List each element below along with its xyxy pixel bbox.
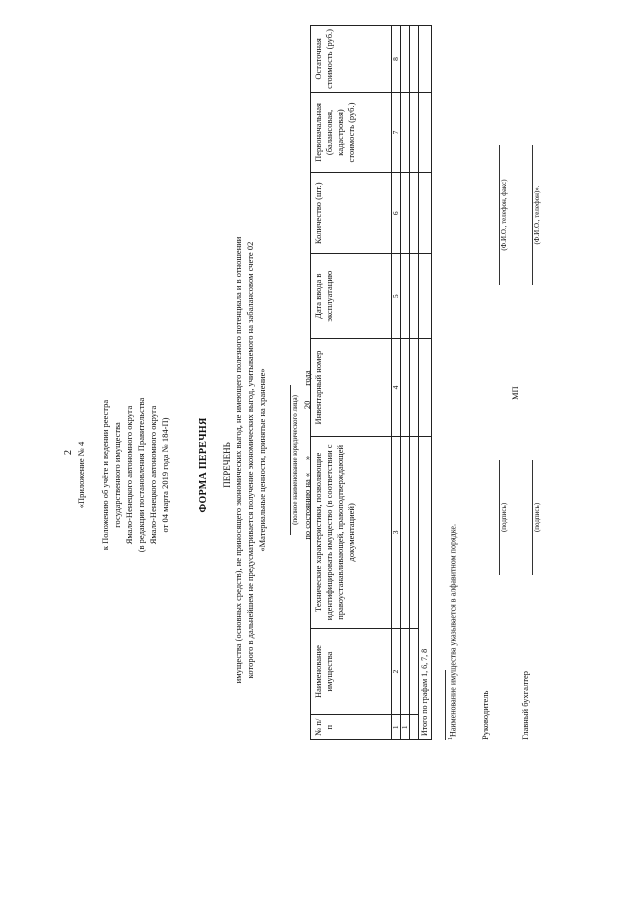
column-number: 8 — [392, 26, 401, 93]
accountant-signature-caption: (подпись) — [533, 502, 541, 533]
column-number: 5 — [392, 254, 401, 339]
header-cell: Наименование имущества — [311, 628, 392, 715]
appendix-line: Ямало-Ненецкого автономного округа — [124, 405, 134, 545]
header-cell: Остаточная стоимость (руб.) — [311, 26, 392, 93]
column-number: 1 — [392, 715, 401, 740]
column-number: 3 — [392, 437, 401, 629]
column-number: 6 — [392, 173, 401, 254]
table-cell — [401, 339, 410, 437]
footnote-mark: 1 — [448, 737, 454, 740]
perechen-heading: ПЕРЕЧЕНЬ — [222, 442, 232, 488]
table-cell — [401, 26, 410, 93]
column-number: 2 — [392, 628, 401, 715]
head-label: Руководитель — [480, 690, 490, 740]
table-cell — [410, 173, 419, 254]
footnote — [448, 524, 458, 740]
appendix-line: к Положению об учёте и ведении реестра — [100, 399, 110, 551]
head-contacts-caption: (Ф.И.О., телефон, факс) — [500, 179, 508, 251]
header-cell: Количество (шт.) — [311, 173, 392, 254]
accountant-label: Главный бухгалтер — [520, 670, 530, 740]
table-cell — [401, 437, 410, 629]
table-cell — [410, 26, 419, 93]
appendix-line: (в редакции постановления Правительства — [136, 397, 146, 553]
table-cell — [410, 437, 419, 629]
table-row — [410, 26, 419, 740]
list-subtitle — [232, 75, 268, 845]
org-name-caption: (полное наименование юридического лица) — [291, 395, 299, 525]
header-cell: Технические характеристики, позволяющие идентифицировать имущество (в соответствии с правоустанавливающей, правоподтверждающей документацией) — [311, 437, 392, 629]
appendix-line: государственного имущества — [112, 422, 122, 528]
table-cell — [410, 339, 419, 437]
header-cell: Дата ввода в эксплуатацию — [311, 254, 392, 339]
page-number: 2 — [63, 450, 74, 455]
appendix-line: Ямало-Ненецкого автономного округа — [148, 405, 158, 545]
table-cell — [401, 92, 410, 172]
column-number: 7 — [392, 92, 401, 172]
subtitle-line: которого в дальнейшем не предусматривается получение экономических выгод, учитываемого на забалансовом счете 02 — [245, 241, 255, 679]
row-number-cell: 1 — [401, 715, 410, 740]
subtitle-line: «Материальные ценности, принятые на хранение» — [257, 368, 267, 552]
head-signature-caption: (подпись) — [500, 502, 508, 533]
table-cell — [401, 254, 410, 339]
appendix-line: от 04 марта 2019 года № 184-П) — [160, 417, 170, 533]
table-cell — [401, 628, 410, 715]
total-row — [419, 26, 432, 740]
table-cell — [410, 92, 419, 172]
total-label: Итого по графам 1, 6, 7, 8 — [419, 437, 432, 740]
header-cell: Первоначальная (балансовая, кадастровая) стоимость (руб.) — [311, 92, 392, 172]
table-cell — [419, 339, 432, 437]
footnote-text: Наименование имущества указывается в алфавитном порядке. — [448, 524, 458, 737]
as-of-date: по состоянию на «___» __________ 20___ года — [302, 370, 312, 540]
accountant-contacts-caption: (Ф.И.О., телефон)». — [533, 185, 541, 245]
table-cell — [410, 254, 419, 339]
assets-table — [310, 25, 432, 740]
subtitle-line: имущества (основных средств), не приносящего экономических выгод, не имеющего полезного потенциала и в отношении — [233, 236, 243, 684]
table-row — [401, 26, 410, 740]
appendix-block — [75, 265, 171, 685]
column-number-row — [392, 26, 401, 740]
table-cell — [419, 92, 432, 172]
table-cell — [410, 628, 419, 715]
table-cell — [410, 715, 419, 740]
table-header-row — [311, 26, 392, 740]
table-cell — [419, 26, 432, 93]
footnote-rule — [445, 670, 446, 740]
form-title: ФОРМА ПЕРЕЧНЯ — [198, 417, 209, 513]
column-number: 4 — [392, 339, 401, 437]
stamp-placeholder: МП — [510, 386, 520, 400]
appendix-heading: «Приложение № 4 — [76, 441, 86, 509]
table-cell — [419, 254, 432, 339]
header-cell: Инвентарный номер — [311, 339, 392, 437]
table-cell — [419, 173, 432, 254]
table-cell — [401, 173, 410, 254]
header-cell: № п/п — [311, 715, 392, 740]
